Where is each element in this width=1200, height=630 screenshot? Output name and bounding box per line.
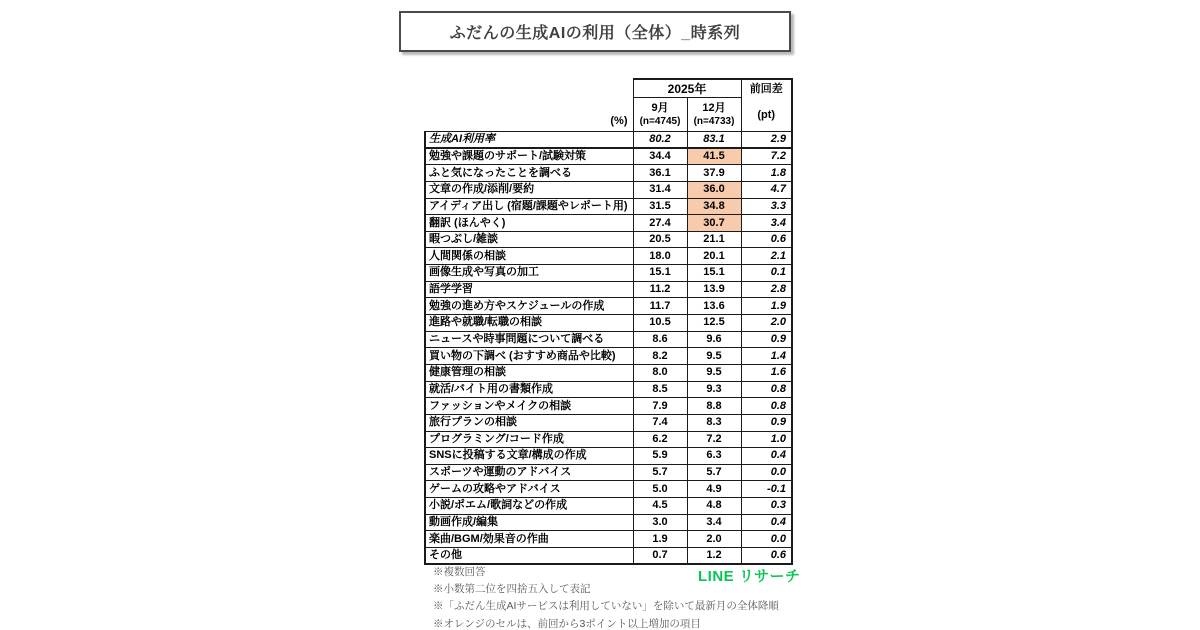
sep-n-label: (n=4745) — [639, 116, 681, 128]
sep-value-cell: 3.0 — [633, 514, 687, 531]
sep-month-label: 9月 — [651, 101, 669, 114]
usage-label-cell: スポーツや運動のアドバイス — [425, 464, 633, 481]
sep-value-cell: 6.2 — [633, 431, 687, 448]
diff-value-cell: 1.8 — [741, 165, 792, 182]
dec-value-cell: 9.5 — [687, 364, 741, 381]
usage-label-cell: 旅行プランの相談 — [425, 414, 633, 431]
sep-value-cell: 27.4 — [633, 215, 687, 232]
usage-label-cell: ファッションやメイクの相談 — [425, 398, 633, 415]
diff-value-cell: 3.4 — [741, 215, 792, 232]
sep-value-cell: 5.7 — [633, 464, 687, 481]
table-row — [425, 514, 792, 531]
dec-n-label: (n=4733) — [693, 116, 735, 128]
usage-label-cell: ゲームの攻略やアドバイス — [425, 481, 633, 498]
table-row — [425, 448, 792, 465]
usage-table-body — [425, 132, 792, 565]
diff-value-cell: 0.0 — [741, 464, 792, 481]
footnote-line: ※複数回答 — [433, 566, 486, 578]
diff-value-cell: 0.9 — [741, 414, 792, 431]
table-row — [425, 548, 792, 565]
dec-value-cell: 3.4 — [687, 514, 741, 531]
sep-value-cell: 10.5 — [633, 315, 687, 332]
dec-value-cell: 41.5 — [687, 148, 741, 165]
sep-value-cell: 5.0 — [633, 481, 687, 498]
dec-value-cell: 8.8 — [687, 398, 741, 415]
table-row — [425, 464, 792, 481]
diff-value-cell: 1.4 — [741, 348, 792, 365]
table-row — [425, 181, 792, 198]
diff-value-cell: 0.4 — [741, 448, 792, 465]
dec-value-cell: 9.3 — [687, 381, 741, 398]
usage-label-cell: 買い物の下調べ (おすすめ商品や比較) — [425, 348, 633, 365]
dec-value-cell: 30.7 — [687, 215, 741, 232]
diff-value-cell: 2.8 — [741, 281, 792, 298]
usage-label-cell: 暇つぶし/雑談 — [425, 231, 633, 248]
diff-value-cell: 1.6 — [741, 364, 792, 381]
sep-value-cell: 4.5 — [633, 498, 687, 515]
diff-value-cell: 0.9 — [741, 331, 792, 348]
table-row — [425, 364, 792, 381]
dec-value-cell: 34.8 — [687, 198, 741, 215]
usage-label-cell: プログラミング/コード作成 — [425, 431, 633, 448]
diff-value-cell: 1.9 — [741, 298, 792, 315]
usage-label-cell: 就活/バイト用の書類作成 — [425, 381, 633, 398]
usage-label-cell: 進路や就職/転職の相談 — [425, 315, 633, 332]
table-row — [425, 431, 792, 448]
footnote-line: ※小数第二位を四捨五入して表記 — [433, 583, 591, 596]
footnote-line: ※「ふだん生成AIサービスは利用していない」を除いて最新月の全体降順 — [433, 600, 779, 613]
sep-value-cell: 20.5 — [633, 231, 687, 248]
table-row — [425, 248, 792, 265]
footnote-line: ※オレンジのセルは、前回から3ポイント以上増加の項目 — [433, 617, 701, 630]
diff-value-cell: 0.8 — [741, 398, 792, 415]
sep-value-cell: 8.0 — [633, 364, 687, 381]
usage-table — [424, 78, 793, 565]
sep-value-cell: 11.2 — [633, 281, 687, 298]
diff-value-cell: 0.8 — [741, 381, 792, 398]
rate-row — [425, 132, 792, 149]
dec-value-cell: 12.5 — [687, 315, 741, 332]
table-row — [425, 498, 792, 515]
table-row — [425, 198, 792, 215]
usage-label-cell: SNSに投稿する文章/構成の作成 — [425, 448, 633, 465]
dec-value-cell: 9.6 — [687, 331, 741, 348]
diff-value-cell: 0.0 — [741, 531, 792, 548]
dec-value-cell: 37.9 — [687, 165, 741, 182]
diff-value-cell: 0.6 — [741, 548, 792, 565]
usage-label-cell: 語学学習 — [425, 281, 633, 298]
sep-value-cell: 7.4 — [633, 414, 687, 431]
diff-value-cell: 0.4 — [741, 514, 792, 531]
rate-sep-cell: 80.2 — [633, 132, 687, 149]
sep-value-cell: 1.9 — [633, 531, 687, 548]
table-row — [425, 148, 792, 165]
dec-value-cell: 5.7 — [687, 464, 741, 481]
usage-label-cell: 勉強の進め方やスケジュールの作成 — [425, 298, 633, 315]
sep-value-cell: 0.7 — [633, 548, 687, 565]
dec-value-cell: 4.8 — [687, 498, 741, 515]
usage-label-cell: 人間関係の相談 — [425, 248, 633, 265]
sep-value-cell: 8.6 — [633, 331, 687, 348]
diff-header-label: 前回差 — [749, 83, 783, 95]
rate-diff-cell: 2.9 — [741, 132, 792, 149]
table-row — [425, 231, 792, 248]
sep-value-cell: 36.1 — [633, 165, 687, 182]
diff-value-cell: 3.3 — [741, 198, 792, 215]
sep-value-cell: 5.9 — [633, 448, 687, 465]
usage-label-cell: 小説/ポエム/歌詞などの作成 — [425, 498, 633, 515]
diff-header-cell — [741, 79, 792, 132]
diff-value-cell: 4.7 — [741, 181, 792, 198]
sep-value-cell: 7.9 — [633, 398, 687, 415]
table-row — [425, 381, 792, 398]
usage-label-cell: 勉強や課題のサポート/試験対策 — [425, 148, 633, 165]
dec-value-cell: 20.1 — [687, 248, 741, 265]
table-row — [425, 281, 792, 298]
dec-value-cell: 9.5 — [687, 348, 741, 365]
dec-value-cell: 1.2 — [687, 548, 741, 565]
table-row — [425, 315, 792, 332]
table-row — [425, 481, 792, 498]
usage-label-cell: 翻訳 (ほんやく) — [425, 215, 633, 232]
page-title: ふだんの生成AIの利用（全体）_時系列 — [449, 25, 741, 42]
dec-value-cell: 15.1 — [687, 265, 741, 282]
usage-label-cell: アイディア出し (宿題/課題やレポート用) — [425, 198, 633, 215]
usage-label-cell: 文章の作成/添削/要約 — [425, 181, 633, 198]
sep-value-cell: 18.0 — [633, 248, 687, 265]
table-row — [425, 298, 792, 315]
title-box — [399, 11, 791, 52]
rate-label-cell: 生成AI利用率 — [425, 132, 633, 149]
table-row — [425, 165, 792, 182]
usage-label-cell: ふと気になったことを調べる — [425, 165, 633, 182]
dec-value-cell: 8.3 — [687, 414, 741, 431]
usage-label-cell: 画像生成や写真の加工 — [425, 265, 633, 282]
sep-value-cell: 31.5 — [633, 198, 687, 215]
table-header — [425, 79, 792, 132]
diff-value-cell: 2.0 — [741, 315, 792, 332]
table-row — [425, 414, 792, 431]
usage-label-cell: その他 — [425, 548, 633, 565]
rate-dec-cell: 83.1 — [687, 132, 741, 149]
dec-value-cell: 13.6 — [687, 298, 741, 315]
dec-value-cell: 13.9 — [687, 281, 741, 298]
table-row — [425, 398, 792, 415]
unit-label-cell: (%) — [610, 115, 628, 127]
dec-value-cell: 2.0 — [687, 531, 741, 548]
header-row-year — [425, 79, 792, 98]
table-row — [425, 215, 792, 232]
dec-value-cell: 36.0 — [687, 181, 741, 198]
sep-value-cell: 8.2 — [633, 348, 687, 365]
dec-value-cell: 21.1 — [687, 231, 741, 248]
sep-value-cell: 11.7 — [633, 298, 687, 315]
dec-value-cell: 7.2 — [687, 431, 741, 448]
sep-value-cell: 31.4 — [633, 181, 687, 198]
table-row — [425, 531, 792, 548]
usage-label-cell: ニュースや時事問題について調べる — [425, 331, 633, 348]
sep-value-cell: 8.5 — [633, 381, 687, 398]
dec-column-header — [687, 98, 741, 132]
sep-value-cell: 34.4 — [633, 148, 687, 165]
line-research-logo: LINE リサーチ — [698, 568, 801, 585]
usage-label-cell: 楽曲/BGM/効果音の作曲 — [425, 531, 633, 548]
sep-value-cell: 15.1 — [633, 265, 687, 282]
sep-column-header — [633, 98, 687, 132]
diff-value-cell: 2.1 — [741, 248, 792, 265]
usage-label-cell: 健康管理の相談 — [425, 364, 633, 381]
diff-value-cell: 0.1 — [741, 265, 792, 282]
dec-value-cell: 6.3 — [687, 448, 741, 465]
usage-label-cell: 動画作成/編集 — [425, 514, 633, 531]
diff-value-cell: 1.0 — [741, 431, 792, 448]
year-header-cell: 2025年 — [633, 79, 741, 98]
table-row — [425, 331, 792, 348]
table-row — [425, 265, 792, 282]
diff-value-cell: 7.2 — [741, 148, 792, 165]
diff-value-cell: 0.6 — [741, 231, 792, 248]
table-row — [425, 348, 792, 365]
dec-value-cell: 4.9 — [687, 481, 741, 498]
diff-value-cell: 0.3 — [741, 498, 792, 515]
diff-value-cell: -0.1 — [741, 481, 792, 498]
diff-unit-label: (pt) — [757, 109, 776, 122]
dec-month-label: 12月 — [702, 101, 726, 114]
